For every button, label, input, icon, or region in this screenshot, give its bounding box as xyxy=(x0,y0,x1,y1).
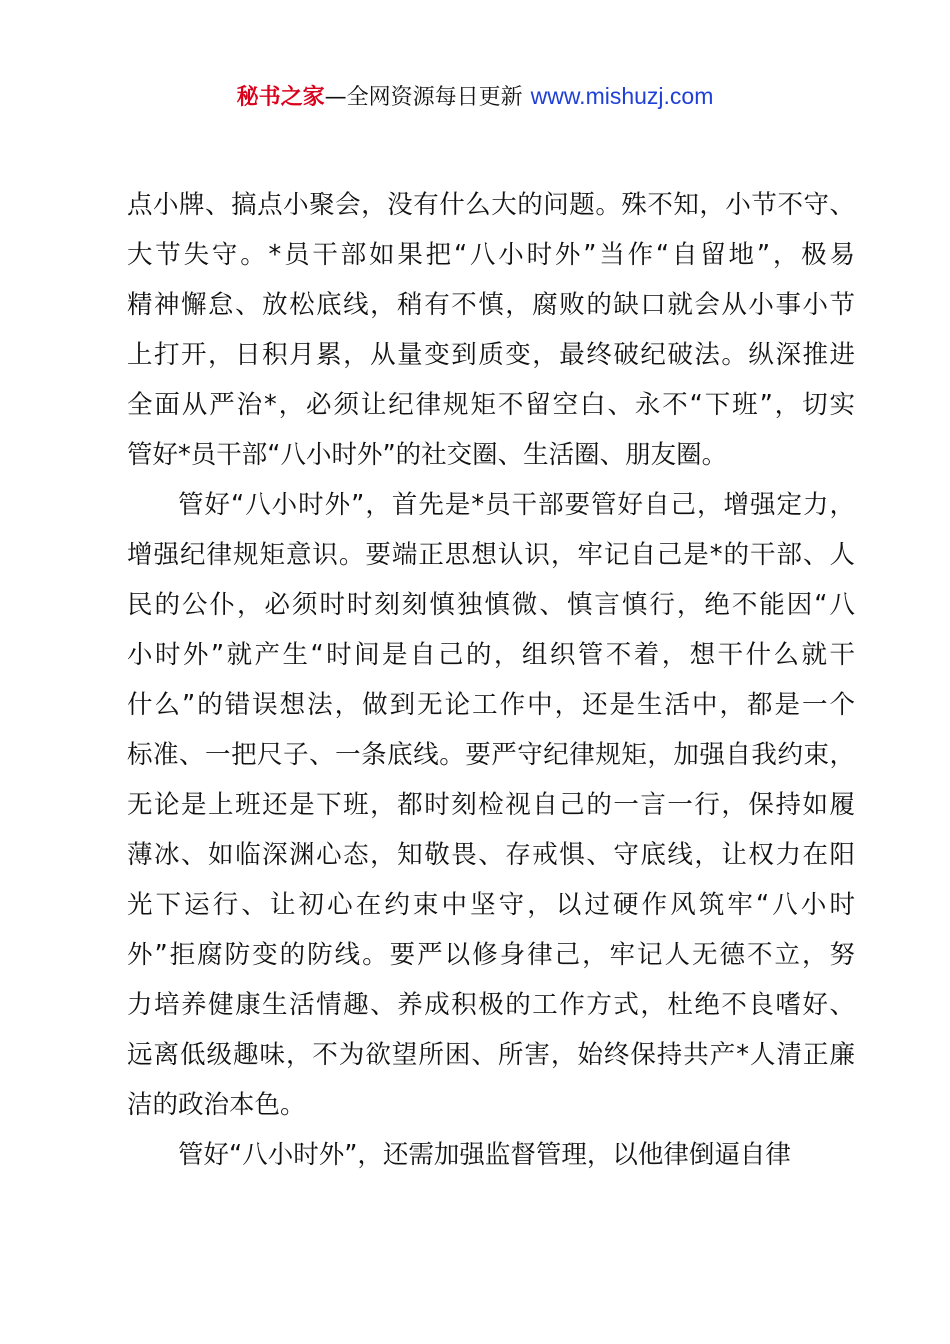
text-line: 上打开，日积月累，从量变到质变，最终破纪破法。纵深推进 xyxy=(127,340,855,370)
text-line: 点小牌、搞点小聚会，没有什么大的问题。殊不知，小节不守、 xyxy=(127,190,855,220)
text-line: 增强纪律规矩意识。要端正思想认识，牢记自己是*的干部、人 xyxy=(127,540,855,570)
text-line: 小时外”就产生“时间是自己的，组织管不着，想干什么就干 xyxy=(127,640,855,670)
text-line: 无论是上班还是下班，都时刻检视自己的一言一行，保持如履 xyxy=(127,790,855,820)
text-line: 民的公仆，必须时时刻刻慎独慎微、慎言慎行，绝不能因“八 xyxy=(127,590,855,620)
text-line: 大节失守。*员干部如果把“八小时外”当作“自留地”，极易 xyxy=(127,240,855,270)
text-line: 管好*员干部“八小时外”的社交圈、生活圈、朋友圈。 xyxy=(127,440,728,470)
text-line: 外”拒腐防变的防线。要严以修身律己，牢记人无德不立，努 xyxy=(127,940,855,970)
paragraph-start-line: 管好“八小时外”，首先是*员干部要管好自己，增强定力， xyxy=(178,490,855,520)
brand-name: 秘书之家 xyxy=(236,85,325,110)
text-line: 什么”的错误想法，做到无论工作中，还是生活中，都是一个 xyxy=(127,690,855,720)
text-line: 力培养健康生活情趣、养成积极的工作方式，杜绝不良嗜好、 xyxy=(127,990,855,1020)
header-slogan: —全网资源每日更新 xyxy=(324,85,523,110)
text-line: 薄冰、如临深渊心态，知敬畏、存戒惧、守底线，让权力在阳 xyxy=(127,840,855,870)
text-line: 远离低级趣味，不为欲望所困、所害，始终保持共产*人清正廉 xyxy=(127,1040,855,1070)
text-line: 标准、一把尺子、一条底线。要严守纪律规矩，加强自我约束， xyxy=(127,740,855,770)
text-line: 光下运行、让初心在约束中坚守，以过硬作风筑牢“八小时 xyxy=(127,890,855,920)
text-line: 全面从严治*，必须让纪律规矩不留空白、永不“下班”，切实 xyxy=(127,390,855,420)
text-line: 精神懈怠、放松底线，稍有不慎，腐败的缺口就会从小事小节 xyxy=(127,290,855,320)
site-url-link[interactable]: www.mishuzj.com xyxy=(530,83,714,109)
page-header xyxy=(0,78,950,116)
text-line: 洁的政治本色。 xyxy=(127,1090,306,1120)
document-body xyxy=(127,180,855,1180)
paragraph-start-line: 管好“八小时外”，还需加强监督管理，以他律倒逼自律 xyxy=(178,1140,791,1170)
